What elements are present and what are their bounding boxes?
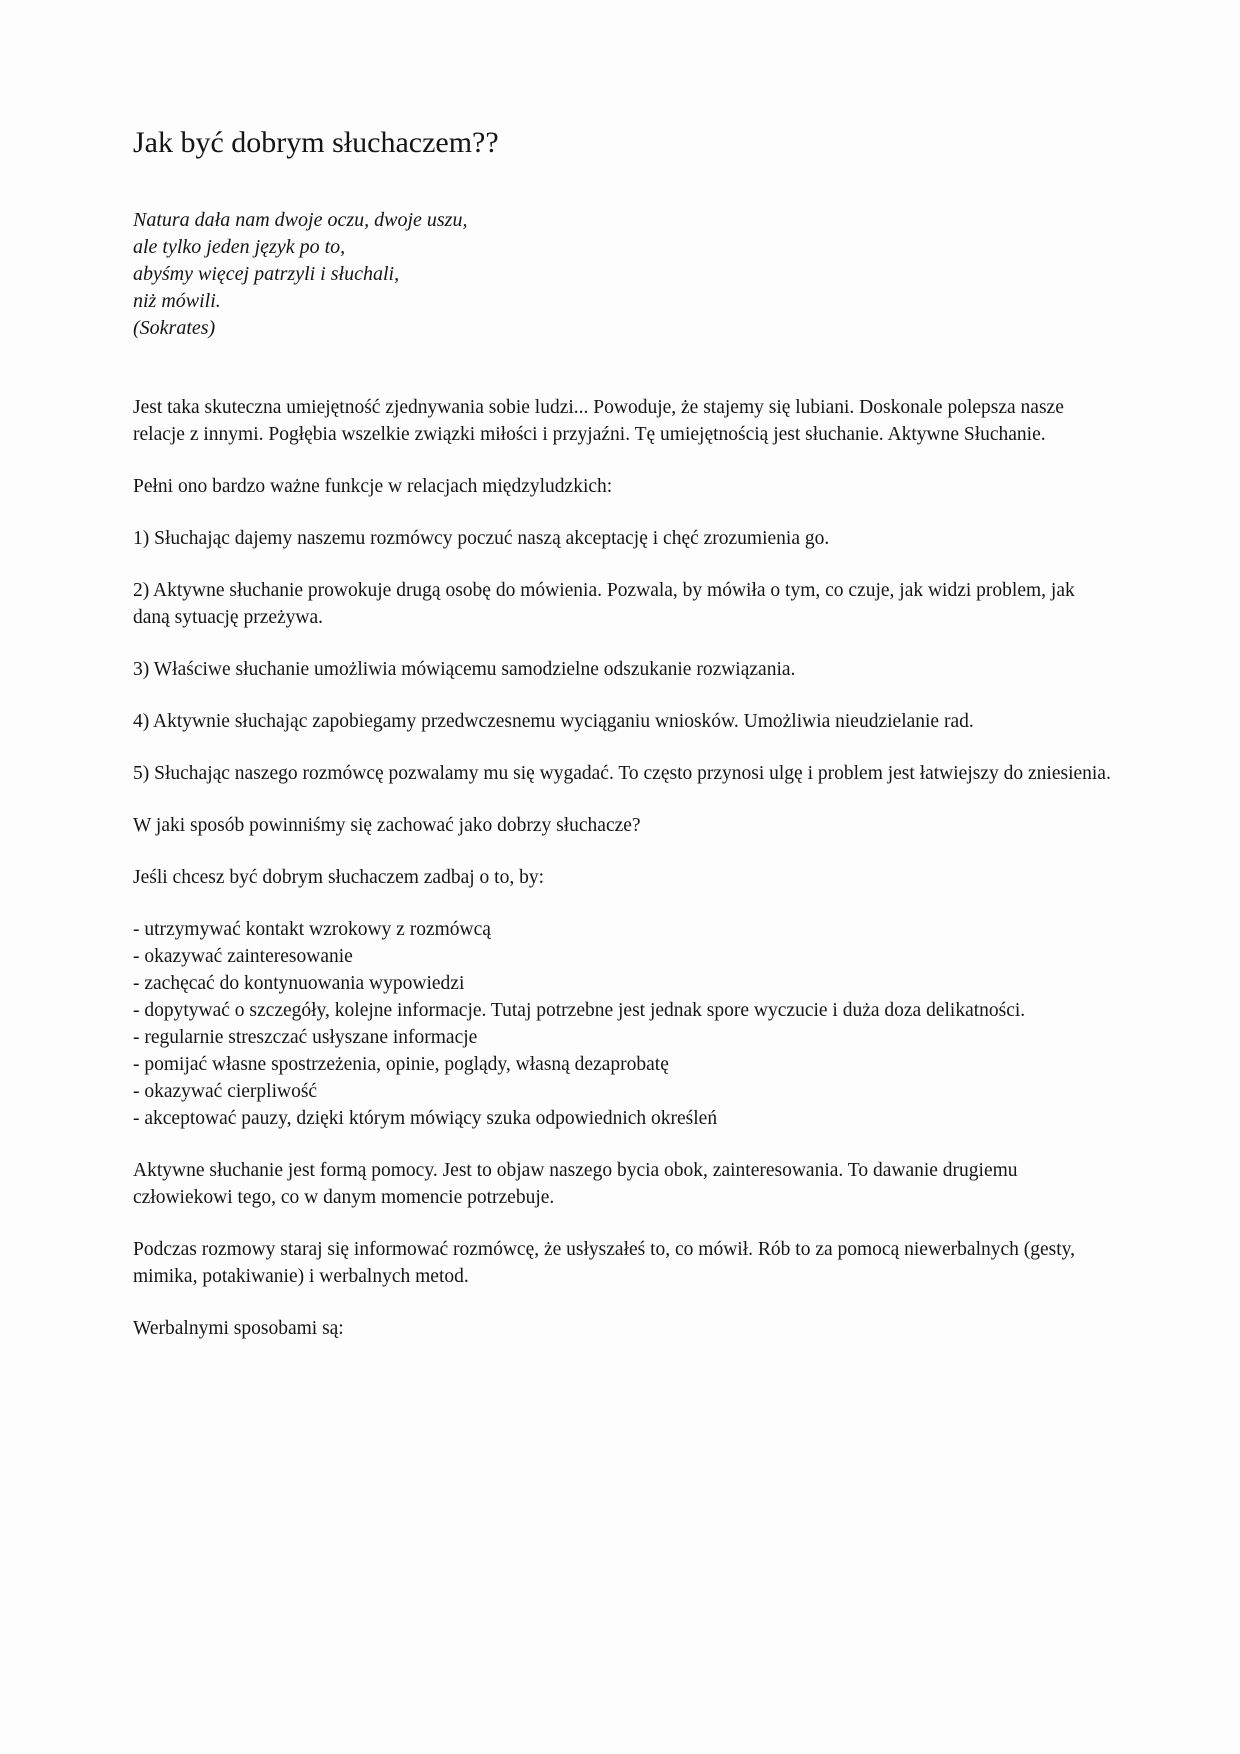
quote-line: niż mówili.	[133, 289, 221, 312]
numbered-item-4: 4) Aktywnie słuchając zapobiegamy przedwczesnemu wyciąganiu wniosków. Umożliwia nieudzielanie rad.	[133, 710, 974, 732]
numbered-item-3: 3) Właściwe słuchanie umożliwia mówiącemu samodzielne odszukanie rozwiązania.	[133, 658, 796, 680]
advice-item: - zachęcać do kontynuowania wypowiedzi	[133, 972, 465, 994]
intro-paragraph: Jest taka skuteczna umiejętność zjednywania sobie ludzi... Powoduje, że stajemy się lubiani. Doskonale polepsza nasze relacje z innymi. Pogłębia wszelkie związki miłości i przyjaźni. Tę umiejętnością jest słuchanie. Aktywne Słuchanie.	[133, 396, 1064, 445]
advice-item: - okazywać zainteresowanie	[133, 945, 353, 967]
advice-item: - dopytywać o szczegóły, kolejne informacje. Tutaj potrzebne jest jednak spore wyczucie i duża doza delikatności.	[133, 999, 1026, 1021]
numbered-item-5: 5) Słuchając naszego rozmówcę pozwalamy mu się wygadać. To często przynosi ulgę i problem jest łatwiejszy do zniesienia.	[133, 762, 1111, 784]
advice-item: - okazywać cierpliwość	[133, 1080, 318, 1102]
summary-inform-paragraph: Podczas rozmowy staraj się informować rozmówcę, że usłyszałeś to, co mówił. Rób to za pomocą niewerbalnych (gesty, mimika, potakiwanie) i werbalnych metod.	[133, 1238, 1076, 1287]
epigraph-quote	[133, 207, 1111, 342]
document-content	[133, 126, 1111, 1342]
page-title: Jak być dobrym słuchaczem??	[133, 126, 499, 159]
numbered-item-2: 2) Aktywne słuchanie prowokuje drugą osobę do mówienia. Pozwala, by mówiła o tym, co czuje, jak widzi problem, jak daną sytuację przeżywa.	[133, 579, 1075, 628]
functions-heading: Pełni ono bardzo ważne funkcje w relacjach międzyludzkich:	[133, 475, 613, 497]
quote-line: Natura dała nam dwoje oczu, dwoje uszu,	[133, 208, 468, 231]
advice-item: - pomijać własne spostrzeżenia, opinie, poglądy, własną dezaprobatę	[133, 1053, 669, 1075]
verbal-heading: Werbalnymi sposobami są:	[133, 1317, 344, 1339]
advice-list	[133, 916, 1111, 1132]
numbered-item-1: 1) Słuchając dajemy naszemu rozmówcy poczuć naszą akceptację i chęć zrozumienia go.	[133, 527, 830, 549]
advice-item: - utrzymywać kontakt wzrokowy z rozmówcą	[133, 918, 491, 940]
question-heading: W jaki sposób powinniśmy się zachować jako dobrzy słuchacze?	[133, 814, 641, 836]
summary-help-paragraph: Aktywne słuchanie jest formą pomocy. Jest to objaw naszego bycia obok, zainteresowania. To dawanie drugiemu człowiekowi tego, co w danym momencie potrzebuje.	[133, 1159, 1018, 1208]
advice-item: - regularnie streszczać usłyszane informacje	[133, 1026, 478, 1048]
quote-line: ale tylko jeden język po to,	[133, 235, 346, 258]
advice-item: - akceptować pauzy, dzięki którym mówiący szuka odpowiednich określeń	[133, 1107, 718, 1129]
advice-lead: Jeśli chcesz być dobrym słuchaczem zadbaj o to, by:	[133, 866, 544, 888]
quote-attribution: (Sokrates)	[133, 316, 216, 339]
quote-line: abyśmy więcej patrzyli i słuchali,	[133, 262, 400, 285]
